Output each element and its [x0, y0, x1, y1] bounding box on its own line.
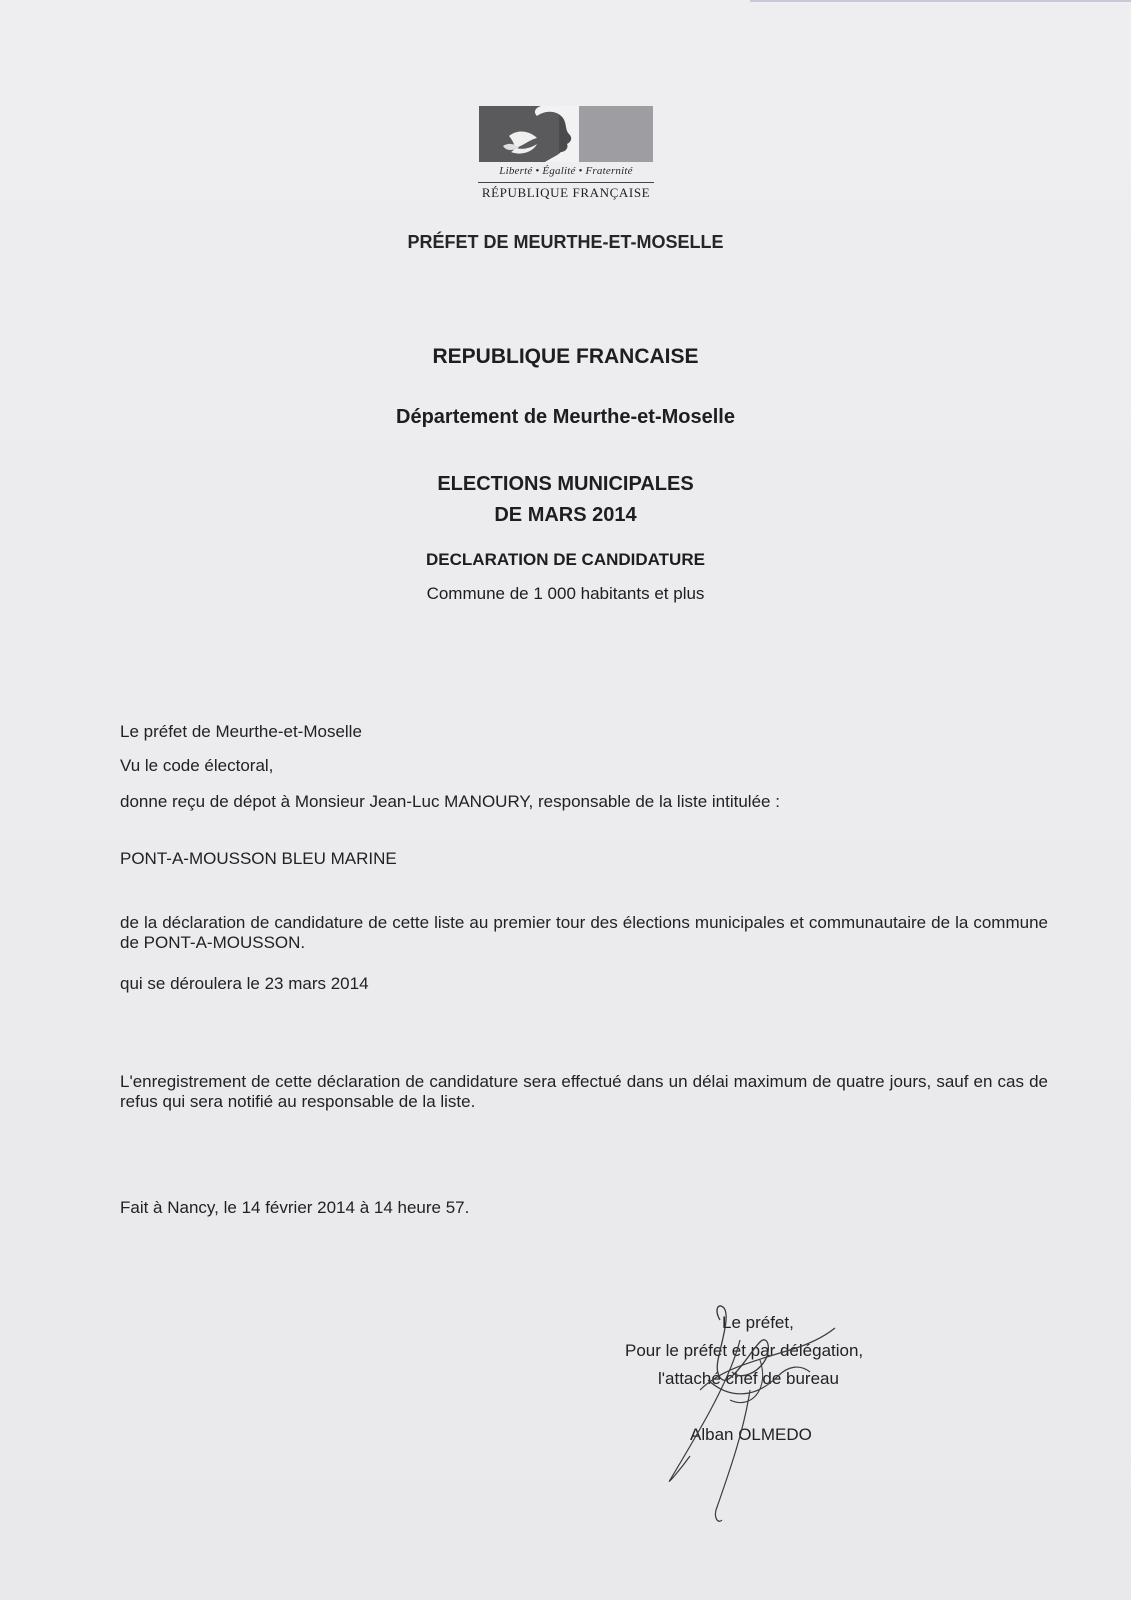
departement-heading: Département de Meurthe-et-Moselle [396, 406, 735, 428]
logo-motto: Liberté • Égalité • Fraternité [499, 165, 633, 177]
elections-heading [0, 469, 1131, 531]
signature-line-attache: l'attaché chef de bureau [658, 1369, 839, 1388]
prefet-heading: PRÉFET DE MEURTHE-ET-MOSELLE [407, 232, 724, 252]
body-line-prefet: Le préfet de Meurthe-et-Moselle [120, 722, 362, 741]
body-line-date: qui se déroulera le 23 mars 2014 [120, 974, 369, 993]
signatory-name: Alban OLMEDO [690, 1425, 812, 1444]
body-paragraph-enregistrement: L'enregistrement de cette déclaration de candidature sera effectué dans un délai maximum de quatre jours, sauf en cas de refus qui sera notifié au responsable de la liste. [120, 1072, 1048, 1111]
marianne-profile-icon [479, 106, 653, 162]
body-line-recu: donne reçu de dépot à Monsieur Jean-Luc MANOURY, responsable de la liste intitulée : [120, 792, 780, 811]
marianne-logo-emblem [479, 106, 653, 162]
body-line-code: Vu le code électoral, [120, 756, 274, 775]
elections-line-2: DE MARS 2014 [494, 504, 637, 526]
signature-line-delegation: Pour le préfet et par délégation, [625, 1341, 864, 1360]
scan-edge [750, 0, 1131, 2]
signature-line-prefet: Le préfet, [722, 1313, 794, 1332]
elections-line-1: ELECTIONS MUNICIPALES [437, 473, 694, 495]
body-line-fait: Fait à Nancy, le 14 février 2014 à 14 heure 57. [120, 1198, 470, 1217]
logo-republic-text: RÉPUBLIQUE FRANÇAISE [478, 182, 654, 201]
list-name: PONT-A-MOUSSON BLEU MARINE [120, 849, 397, 868]
declaration-heading: DECLARATION DE CANDIDATURE [426, 550, 705, 569]
handwritten-signature [660, 1280, 860, 1530]
commune-subheading: Commune de 1 000 habitants et plus [426, 584, 705, 603]
marianne-logo [478, 106, 654, 201]
republique-heading: REPUBLIQUE FRANCAISE [432, 345, 699, 368]
body-paragraph-declaration: de la déclaration de candidature de cette liste au premier tour des élections municipales et communautaire de la commune de PONT-A-MOUSSON. [120, 913, 1048, 952]
